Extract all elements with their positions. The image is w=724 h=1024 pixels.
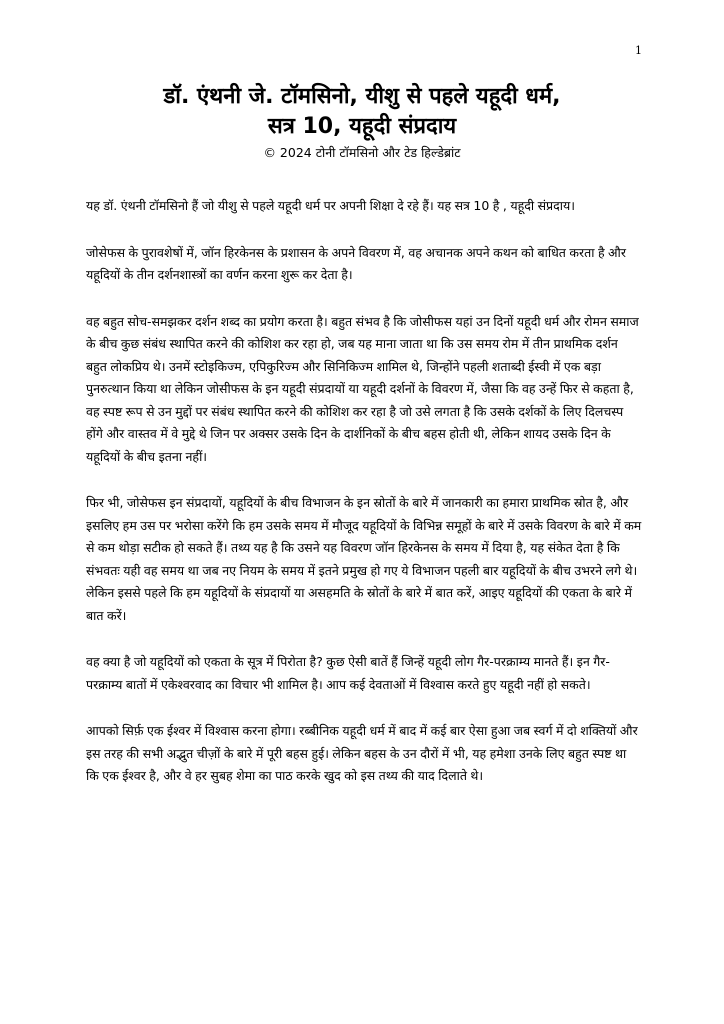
copyright-line: © 2024 टोनी टॉमसिनो और टेड हिल्डेब्रांट (263, 145, 461, 160)
page-number: 1 (635, 44, 642, 57)
paragraph-6: आपको सिर्फ़ एक ईश्वर में विश्वास करना होगा। रब्बीनिक यहूदी धर्म में बाद में कई बार ऐसा हुआ जब स्वर्ग में दो शक्तियों और इस तरह की सभी अद्भुत चीज़ों के बारे में पूरी बहस हुई। लेकिन बहस के उन दौरों में भी, यह हमेशा उनके लिए बहुत स्पष्ट था कि एक ईश्वर है, और वे हर सुबह शेमा का पाठ करके खुद को इस तथ्य की याद दिलाते थे। (86, 723, 638, 783)
document-title (0, 82, 724, 142)
paragraph-3: वह बहुत सोच-समझकर दर्शन शब्द का प्रयोग करता है। बहुत संभव है कि जोसीफस यहां उन दिनों यहूदी धर्म और रोमन समाज के बीच कुछ संबंध स्थापित करने की कोशिश कर रहा हो, जब यह माना जाता था कि उस समय रोम में तीन प्राथमिक दर्शन बहुत लोकप्रिय थे। उनमें स्टोइकिज्म, एपिकुरिज्म और सिनिकिज्म शामिल थे, जिन्होंने पहली शताब्दी ईस्वी में एक बड़ा पुनरुत्थान किया था लेकिन जोसीफस के इन यहूदी संप्रदायों या यहूदी दर्शनों के विवरण में, जैसा कि वह उन्हें फिर से कहता है, वह स्पष्ट रूप से उन मुद्दों पर संबंध स्थापित करने की कोशिश कर रहा है जो उसे लगता है कि उसके दर्शकों के लिए दिलचस्प होंगे और वास्तव में वे मुद्दे थे जिन पर अक्सर उसके दिन के दार्शनिकों के बीच बहस होती थी, लेकिन शायद उसके दिन के यहूदियों के बीच इतना नहीं। (86, 313, 639, 464)
paragraph-2: जोसेफस के पुरावशेषों में, जॉन हिरकेनस के प्रशासन के अपने विवरण में, वह अचानक अपने कथन को बाधित करता है और यहूदियों के तीन दर्शनशास्त्रों का वर्णन करना शुरू कर देता है। (86, 244, 626, 282)
document-header (0, 82, 724, 162)
paragraph-5: वह क्या है जो यहूदियों को एकता के सूत्र में पिरोता है? कुछ ऐसी बातें हैं जिन्हें यहूदी लोग गैर-परक्राम्य मानते हैं। इन गैर-परक्राम्य बातों में एकेश्वरवाद का विचार भी शामिल है। आप कई देवताओं में विश्वास करते हुए यहूदी नहीं हो सकते। (86, 654, 610, 692)
title-line-2: सत्र 10, यहूदी संप्रदाय (267, 114, 457, 139)
title-line-1: डॉ. एंथनी जे. टॉमसिनो, यीशु से पहले यहूदी धर्म, (163, 84, 561, 109)
paragraph-1: यह डॉ. एंथनी टॉमसिनो हैं जो यीशु से पहले यहूदी धर्म पर अपनी शिक्षा दे रहे हैं। यह सत्र 10 है , यहूदी संप्रदाय। (86, 198, 576, 213)
document-body (86, 195, 642, 812)
paragraph-4: फिर भी, जोसेफस इन संप्रदायों, यहूदियों के बीच विभाजन के इन स्रोतों के बारे में जानकारी का हमारा प्राथमिक स्रोत है, और इसलिए हम उस पर भरोसा करेंगे कि हम उसके समय में मौजूद यहूदियों के विभिन्न समूहों के बारे में उसके विवरण के बारे में कम से कम थोड़ा सटीक हो सकते हैं। तथ्य यह है कि उसने यह विवरण जॉन हिरकेनस के समय में दिया है, यह संकेत देता है कि संभवतः यही वह समय था जब नए नियम के समय में इतने प्रमुख हो गए ये विभाजन पहली बार यहूदियों के बीच उभरने लगे थे। लेकिन इससे पहले कि हम यहूदियों के संप्रदायों या असहमति के स्रोतों के बारे में बात करें, आइए यहूदियों की एकता के बारे में बात करें। (86, 495, 642, 623)
